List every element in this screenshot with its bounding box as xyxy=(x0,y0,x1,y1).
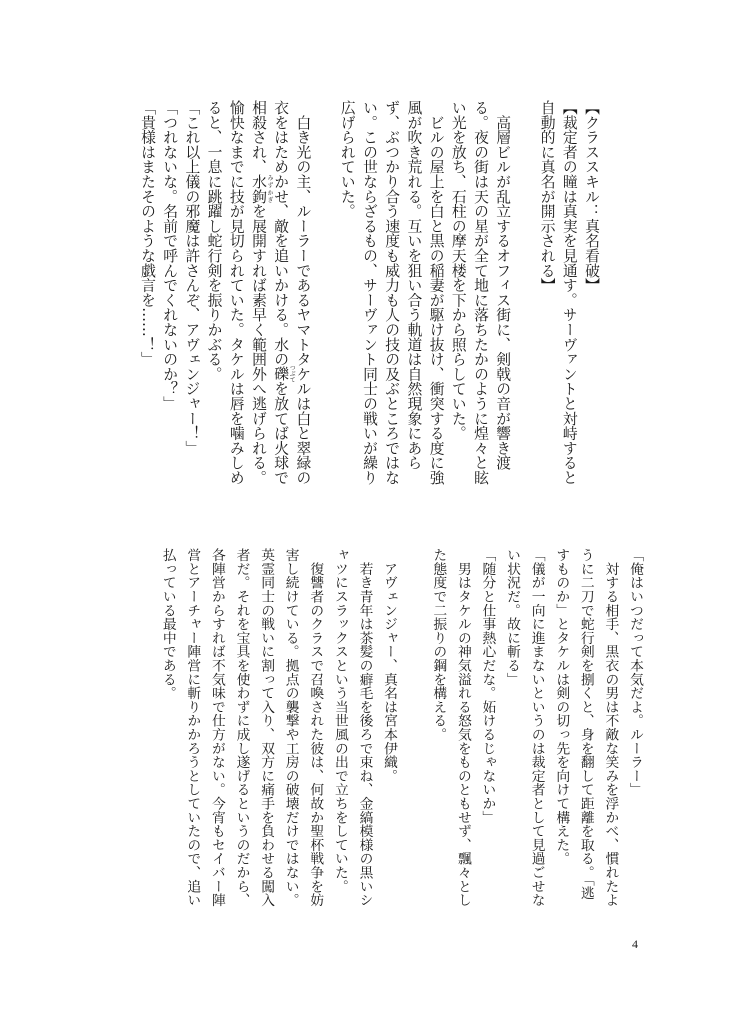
blank-line xyxy=(513,100,535,486)
paragraph: 男はタケルの神気溢れる怒気をものともせず、飄々とした態度で二振りの鋼を構える。 xyxy=(430,548,471,907)
dialogue: 「俺はいつだって本気だよ。ルーラー」 xyxy=(627,548,643,797)
dialogue: 「貴様はまたそのような戯言を……！」 xyxy=(138,100,156,367)
lower-text-block xyxy=(155,548,647,908)
ruby-mizukagi xyxy=(249,174,273,204)
paragraph: アヴェンジャー、真名は宮本伊織。 xyxy=(381,548,398,783)
ruby-text: みずかぎ xyxy=(265,174,273,204)
paragraph: 復讐者のクラスで召喚された彼は、何故か聖杯戦争を妨害し続けている。拠点の襲撃や工房の破壊だけではない。英霊同士の戦いに割って入り、双方に痛手を負わせる闖入者だ。それを宝具を使わずに成し遂げるというのだから、各陣営からすれば不気味で仕方がない。今宵もセイバー陣営とアーチャー陣営に斬りかかろうとしていたので、追い払っている最中である。 xyxy=(159,548,324,907)
ruby-base: 水鉤 xyxy=(249,174,267,204)
paragraph: 高層ビルが乱立するオフィス街に、剣戟の音が響き渡る。夜の街は天の星が全て地に落ちたかのように煌々と眩い光を放ち、石柱の摩天楼を下から照らしていた。 xyxy=(449,100,512,485)
text-segment: を展開すれば素早く範囲外へ逃げられる。愉快なまでに技が見切られていた。タケルは唇を噛みしめると、一息に跳躍し蛇行剣を振りかぶる。 xyxy=(205,100,267,485)
ruby-tsubute xyxy=(272,364,296,383)
blank-line xyxy=(313,100,335,486)
dialogue: 「つれないな。名前で呼んでくれないのか？」 xyxy=(161,100,179,411)
text-segment: を放てば火球で相殺され、 xyxy=(249,100,290,485)
class-skill-heading: 【クラススキル：真名看破】 xyxy=(583,100,600,293)
blank-line xyxy=(401,548,426,908)
paragraph: ビルの屋上を白と黒の稲妻が駆け抜け、衝突する度に強風が吹き荒れる。互いを狙い合う軌道は自然現象にあらず、ぶつかり合う速度も威力も人の技の及ぶところではない。この世ならざるもの、サーヴァント同士の戦いが繰り広げられていた。 xyxy=(338,100,445,485)
ruby-text: つぶて xyxy=(288,364,296,383)
dialogue: 「儀が一向に進まないというのは裁定者として見過ごせない状況だ。故に斬る」 xyxy=(504,548,545,907)
page-number: 4 xyxy=(632,937,638,951)
paragraph-with-ruby xyxy=(202,100,313,486)
text-segment: 白き光の主、ルーラーであるヤマトタケルは白と翠緑の衣をはためかせ、敵を追いかける。水の xyxy=(272,100,312,485)
ruby-base: 礫 xyxy=(272,364,290,383)
paragraph: 対する相手、黒衣の男は不敵な笑みを浮かべ、慣れたように二刀で蛇行剣を捌くと、身を翻して距離を取る。「逃すものか」とタケルは剣の切っ先を向けて構えた。 xyxy=(553,548,619,907)
dialogue: 「随分と仕事熱心だな。妬けるじゃないか」 xyxy=(479,548,496,824)
paragraph: 若き青年は茶髪の癖毛を後ろで束ね、金縞模様の黒いシャツにスラックスという当世風の出で立ちをしていた。 xyxy=(331,548,373,907)
class-skill-description: 【裁定者の瞳は真実を見通す。サーヴァントと対峙すると自動的に真名が開示される】 xyxy=(538,100,578,485)
upper-text-block xyxy=(136,100,602,486)
dialogue: 「これ以上儀の邪魔は許さんぞ、アヴェンジャー！」 xyxy=(183,100,201,456)
